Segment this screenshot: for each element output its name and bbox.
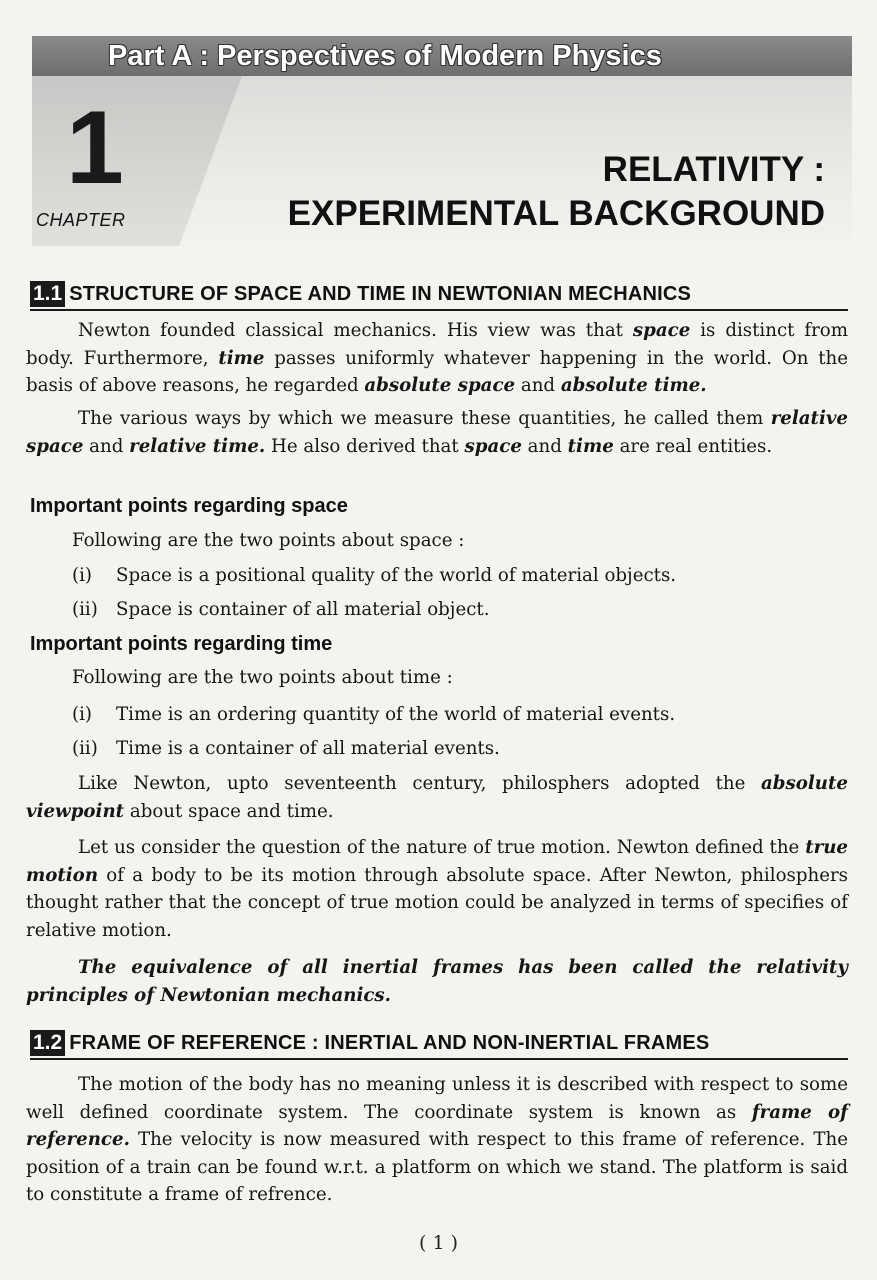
emphasis-text: time (218, 347, 265, 369)
paragraph-relative-space (26, 405, 848, 460)
emphasis-text: space (464, 435, 522, 457)
text-run: and (515, 375, 561, 396)
list-text: Space is container of all material object. (116, 599, 490, 620)
time-point-1 (72, 701, 675, 728)
paragraph-relativity-principle (26, 954, 848, 1009)
emphasis-text: absolute space (364, 375, 516, 396)
paragraph-frame-of-reference (26, 1071, 848, 1209)
text-run: The motion of the body has no meaning unless it is described with respect to some well defined coordinate system. The coordinate system is known as (26, 1074, 848, 1123)
text-run: is distinct from body. Furthermore, (26, 320, 848, 369)
chapter-title-line1: RELATIVITY : (602, 150, 825, 189)
section-number: 1.1 (30, 281, 65, 307)
text-run: Let us consider the question of the nature of true motion. Newton defined the (78, 837, 806, 858)
emphasis-text: relative time. (129, 435, 266, 457)
text-run: passes uniformly whatever happening in the world. On the basis of above reasons, he regarded (26, 347, 848, 396)
emphasis-text: absolute viewpoint (26, 773, 848, 822)
time-point-2 (72, 735, 500, 762)
list-text: Time is a container of all material events. (116, 738, 500, 759)
chapter-label: CHAPTER (36, 210, 126, 230)
emphasis-text: frame of reference. (26, 1101, 849, 1150)
text-run: are real entities. (613, 435, 773, 457)
text-run: and (83, 435, 130, 457)
list-label: (i) (72, 704, 93, 725)
text-run: He also derived that (265, 435, 465, 457)
text-run: of a body to be its motion through absolute space. After Newton, philosphers thought rather that the concept of true motion could be analyzed in terms of specifies of relative motion. (26, 864, 848, 941)
paragraph-true-motion (26, 834, 848, 944)
paragraph-newton-views (26, 317, 848, 400)
list-text: Space is a positional quality of the world of material objects. (116, 565, 677, 586)
section-title: STRUCTURE OF SPACE AND TIME IN NEWTONIAN MECHANICS (69, 282, 692, 305)
text-run: Newton founded classical mechanics. His view was that (78, 320, 633, 341)
chapter-number: 1 (66, 90, 124, 206)
text-run: and (521, 435, 568, 457)
page-number: ( 1 ) (419, 1232, 458, 1254)
text-run: Like Newton, upto seventeenth century, philosphers adopted the (78, 773, 762, 794)
emphasis-text: absolute time. (560, 375, 707, 396)
emphasis-text: relative space (26, 408, 848, 457)
space-point-2 (72, 596, 489, 623)
space-intro: Following are the two points about space : (72, 530, 465, 551)
section-number: 1.2 (30, 1030, 65, 1056)
section-heading-1-2 (30, 1028, 848, 1060)
emphasis-text: The equivalence of all inertial frames has been called the relativity principles of Newtonian mechanics. (26, 957, 848, 1006)
subheading-space: Important points regarding space (30, 495, 348, 517)
list-text: Time is an ordering quantity of the world of material events. (116, 704, 676, 725)
space-point-1 (72, 562, 676, 589)
section-title: FRAME OF REFERENCE : INERTIAL AND NON-INERTIAL FRAMES (69, 1031, 710, 1054)
paragraph-absolute-viewpoint (26, 770, 848, 825)
subheading-time: Important points regarding time (30, 633, 333, 655)
text-run: about space and time. (124, 800, 334, 822)
time-intro: Following are the two points about time : (72, 667, 453, 688)
chapter-title-line2: EXPERIMENTAL BACKGROUND (287, 194, 825, 233)
part-title: Part A : Perspectives of Modern Physics (108, 40, 662, 72)
list-label: (i) (72, 565, 93, 586)
emphasis-text: space (632, 320, 691, 341)
list-label: (ii) (72, 738, 98, 759)
text-run: The various ways by which we measure these quantities, he called them (78, 408, 771, 429)
emphasis-text: time (567, 435, 614, 457)
section-heading-1-1 (30, 279, 848, 311)
list-label: (ii) (72, 599, 98, 620)
text-run: The velocity is now measured with respect to this frame of reference. The position of a train can be found w.r.t. a platform on which we stand. The platform is said to constitute a frame of refrence. (26, 1129, 848, 1205)
emphasis-text: true motion (26, 837, 848, 886)
